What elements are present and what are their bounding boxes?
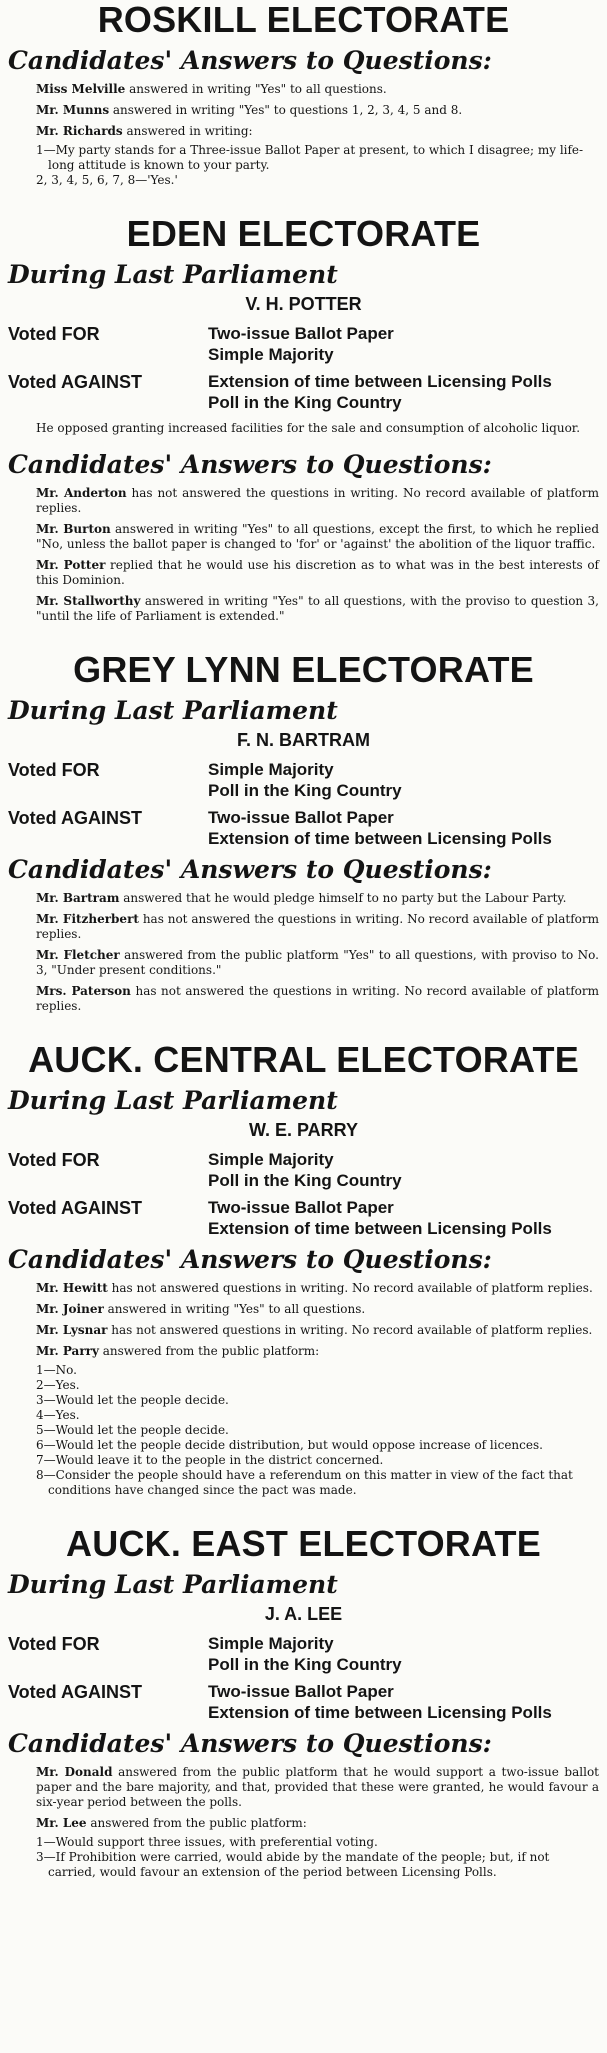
list-item: 3—If Prohibition were carried, would abide by the mandate of the people; but, if not carried, would favour an extension of the period between Licensing Polls. <box>36 1850 550 1879</box>
candidate-answer <box>36 1302 599 1317</box>
electorate-title: AUCK. CENTRAL ELECTORATE <box>28 1039 579 1080</box>
candidate-answer <box>36 82 599 97</box>
voted-for-row <box>8 323 599 365</box>
member-note: He opposed granting increased facilities for the sale and consumption of alcoholic liquor. <box>36 421 581 435</box>
voted-for-items <box>208 323 394 365</box>
voted-for-label: Voted FOR <box>8 1150 100 1170</box>
parliament-heading: During Last Parliament <box>8 696 338 725</box>
vote-item: Poll in the King Country <box>208 1171 402 1190</box>
voted-for-label: Voted FOR <box>8 760 100 780</box>
vote-item: Simple Majority <box>208 760 334 779</box>
vote-item: Simple Majority <box>208 1150 334 1169</box>
answer-text: answered from the public platform "Yes" to all questions, with proviso to No. 3, "Under present conditions." <box>36 948 599 977</box>
candidate-answer <box>36 984 599 1014</box>
answer-text: answered from the public platform: <box>98 1344 320 1358</box>
candidate-name: Mr. Fitzherbert <box>36 912 139 926</box>
answer-text: answered from the public platform that he would support a two-issue ballot paper and the bare majority, and that, provided that these were granted, he would favour a six-year period between the polls. <box>36 1765 599 1809</box>
electorate-title: ROSKILL ELECTORATE <box>97 0 510 40</box>
grey-lynn-section <box>8 650 599 1014</box>
voted-against-items <box>208 1197 552 1239</box>
answer-text: answered in writing: <box>122 124 253 138</box>
answer-list <box>36 143 599 188</box>
answer-list <box>36 1835 599 1880</box>
vote-item: Two-issue Ballot Paper <box>208 1682 394 1701</box>
candidate-answer <box>36 1816 599 1831</box>
answer-text: answered in writing "Yes" to questions 1, 2, 3, 4, 5 and 8. <box>109 103 463 117</box>
parliament-heading: During Last Parliament <box>8 1086 338 1115</box>
candidate-name: Miss Melville <box>36 82 126 96</box>
answers-heading: Candidates' Answers to Questions: <box>8 855 492 884</box>
vote-item: Simple Majority <box>208 1634 334 1653</box>
answer-text: answered in writing "Yes" to all questions, except the first, to which he replied "No, unless the ballot paper is changed to 'for' or 'against' the abolition of the liquor traffic. <box>36 522 600 551</box>
list-item: 3—Would let the people decide. <box>36 1393 229 1407</box>
answer-text: answered that he would pledge himself to no party but the Labour Party. <box>119 891 567 905</box>
member-name: V. H. POTTER <box>245 294 362 314</box>
candidate-name: Mr. Munns <box>36 103 110 117</box>
candidate-name: Mr. Potter <box>36 558 106 572</box>
voted-against-row <box>8 1197 599 1239</box>
candidate-answer <box>36 103 599 118</box>
voted-against-row <box>8 1681 599 1723</box>
candidate-name: Mr. Hewitt <box>36 1281 108 1295</box>
member-name: J. A. LEE <box>264 1604 343 1624</box>
candidate-answer <box>36 1765 599 1810</box>
voted-against-row <box>8 371 599 413</box>
answer-text: has not answered questions in writing. No record available of platform replies. <box>107 1281 593 1295</box>
voted-for-label: Voted FOR <box>8 324 100 344</box>
vote-item: Extension of time between Licensing Polls <box>208 1703 552 1722</box>
voted-against-row <box>8 807 599 849</box>
list-item: 2—Yes. <box>36 1378 80 1392</box>
list-item: 2, 3, 4, 5, 6, 7, 8—'Yes.' <box>36 173 178 187</box>
list-item: 1—Would support three issues, with preferential voting. <box>36 1835 378 1849</box>
answers-heading: Candidates' Answers to Questions: <box>8 1245 492 1274</box>
candidate-answer <box>36 1323 599 1338</box>
list-item: 8—Consider the people should have a referendum on this matter in view of the fact that conditions have changed since the pact was made. <box>36 1468 573 1497</box>
voted-for-items <box>208 759 402 801</box>
voted-for-row <box>8 759 599 801</box>
candidate-answer <box>36 1281 599 1296</box>
candidate-name: Mr. Donald <box>36 1765 113 1779</box>
list-item: 6—Would let the people decide distribution, but would oppose increase of licences. <box>36 1438 543 1452</box>
electorate-title: AUCK. EAST ELECTORATE <box>66 1523 541 1564</box>
list-item: 5—Would let the people decide. <box>36 1423 229 1437</box>
voted-for-items <box>208 1149 402 1191</box>
candidate-name: Mr. Richards <box>36 124 123 138</box>
candidate-answer <box>36 486 599 516</box>
voted-for-row <box>8 1633 599 1675</box>
answer-text: has not answered the questions in writing. No record available of platform replies. <box>36 984 599 1013</box>
auck-east-section <box>8 1524 599 1880</box>
voted-against-label: Voted AGAINST <box>8 1682 142 1702</box>
candidate-name: Mrs. Paterson <box>36 984 131 998</box>
voted-against-items <box>208 807 552 849</box>
answer-text: answered in writing "Yes" to all questions. <box>103 1302 366 1316</box>
voted-for-label: Voted FOR <box>8 1634 100 1654</box>
list-item: 1—No. <box>36 1363 77 1377</box>
candidate-name: Mr. Burton <box>36 522 111 536</box>
voted-against-label: Voted AGAINST <box>8 372 142 392</box>
candidate-answer <box>36 558 599 588</box>
candidate-name: Mr. Lysnar <box>36 1323 108 1337</box>
candidate-answer <box>36 891 599 906</box>
answers-heading: Candidates' Answers to Questions: <box>8 46 492 75</box>
member-name: F. N. BARTRAM <box>237 730 370 750</box>
answer-list <box>36 1363 599 1498</box>
vote-item: Simple Majority <box>208 345 334 364</box>
answers-heading: Candidates' Answers to Questions: <box>8 450 492 479</box>
candidate-answer <box>36 912 599 942</box>
answer-text: has not answered the questions in writing. No record available of platform replies. <box>36 486 599 515</box>
electorate-title: EDEN ELECTORATE <box>126 213 481 254</box>
vote-item: Poll in the King Country <box>208 1655 402 1674</box>
answer-text: has not answered questions in writing. No record available of platform replies. <box>107 1323 593 1337</box>
candidate-answer <box>36 948 599 978</box>
candidate-answer <box>36 594 599 624</box>
voted-for-row <box>8 1149 599 1191</box>
parliament-heading: During Last Parliament <box>8 1570 338 1599</box>
candidate-name: Mr. Bartram <box>36 891 120 905</box>
list-item: 1—My party stands for a Three-issue Ballot Paper at present, to which I disagree; my life-long attitude is known to your party. <box>36 143 584 172</box>
list-item: 4—Yes. <box>36 1408 80 1422</box>
candidate-name: Mr. Anderton <box>36 486 127 500</box>
candidate-name: Mr. Joiner <box>36 1302 104 1316</box>
candidate-name: Mr. Parry <box>36 1344 99 1358</box>
parliament-heading: During Last Parliament <box>8 260 338 289</box>
roskill-section <box>8 0 599 188</box>
voted-against-items <box>208 1681 552 1723</box>
candidate-answer <box>36 1344 599 1359</box>
vote-item: Poll in the King Country <box>208 781 402 800</box>
eden-section <box>8 214 599 624</box>
voted-against-items <box>208 371 552 413</box>
auck-central-section <box>8 1040 599 1498</box>
voted-for-items <box>208 1633 402 1675</box>
answer-text: answered from the public platform: <box>86 1816 307 1830</box>
electorate-title: GREY LYNN ELECTORATE <box>73 649 534 690</box>
answer-text: answered in writing "Yes" to all questions, with the proviso to question 3, "until the life of Parliament is extended." <box>36 594 599 623</box>
vote-item: Two-issue Ballot Paper <box>208 808 394 827</box>
vote-item: Extension of time between Licensing Polls <box>208 372 552 391</box>
vote-item: Two-issue Ballot Paper <box>208 324 394 343</box>
candidate-name: Mr. Lee <box>36 1816 87 1830</box>
answer-text: replied that he would use his discretion as to what was in the best interests of this Dominion. <box>36 558 599 587</box>
answer-text: answered in writing "Yes" to all questions. <box>125 82 387 96</box>
candidate-answer <box>36 124 599 139</box>
voted-against-label: Voted AGAINST <box>8 1198 142 1218</box>
vote-item: Extension of time between Licensing Polls <box>208 1219 552 1238</box>
vote-item: Extension of time between Licensing Polls <box>208 829 552 848</box>
list-item: 7—Would leave it to the people in the district concerned. <box>36 1453 384 1467</box>
voted-against-label: Voted AGAINST <box>8 808 142 828</box>
member-name: W. E. PARRY <box>248 1120 358 1140</box>
answers-heading: Candidates' Answers to Questions: <box>8 1729 492 1758</box>
vote-item: Two-issue Ballot Paper <box>208 1198 394 1217</box>
candidate-name: Mr. Fletcher <box>36 948 120 962</box>
answer-text: has not answered the questions in writing. No record available of platform replies. <box>36 912 599 941</box>
candidate-answer <box>36 522 599 552</box>
vote-item: Poll in the King Country <box>208 393 402 412</box>
candidate-name: Mr. Stallworthy <box>36 594 141 608</box>
